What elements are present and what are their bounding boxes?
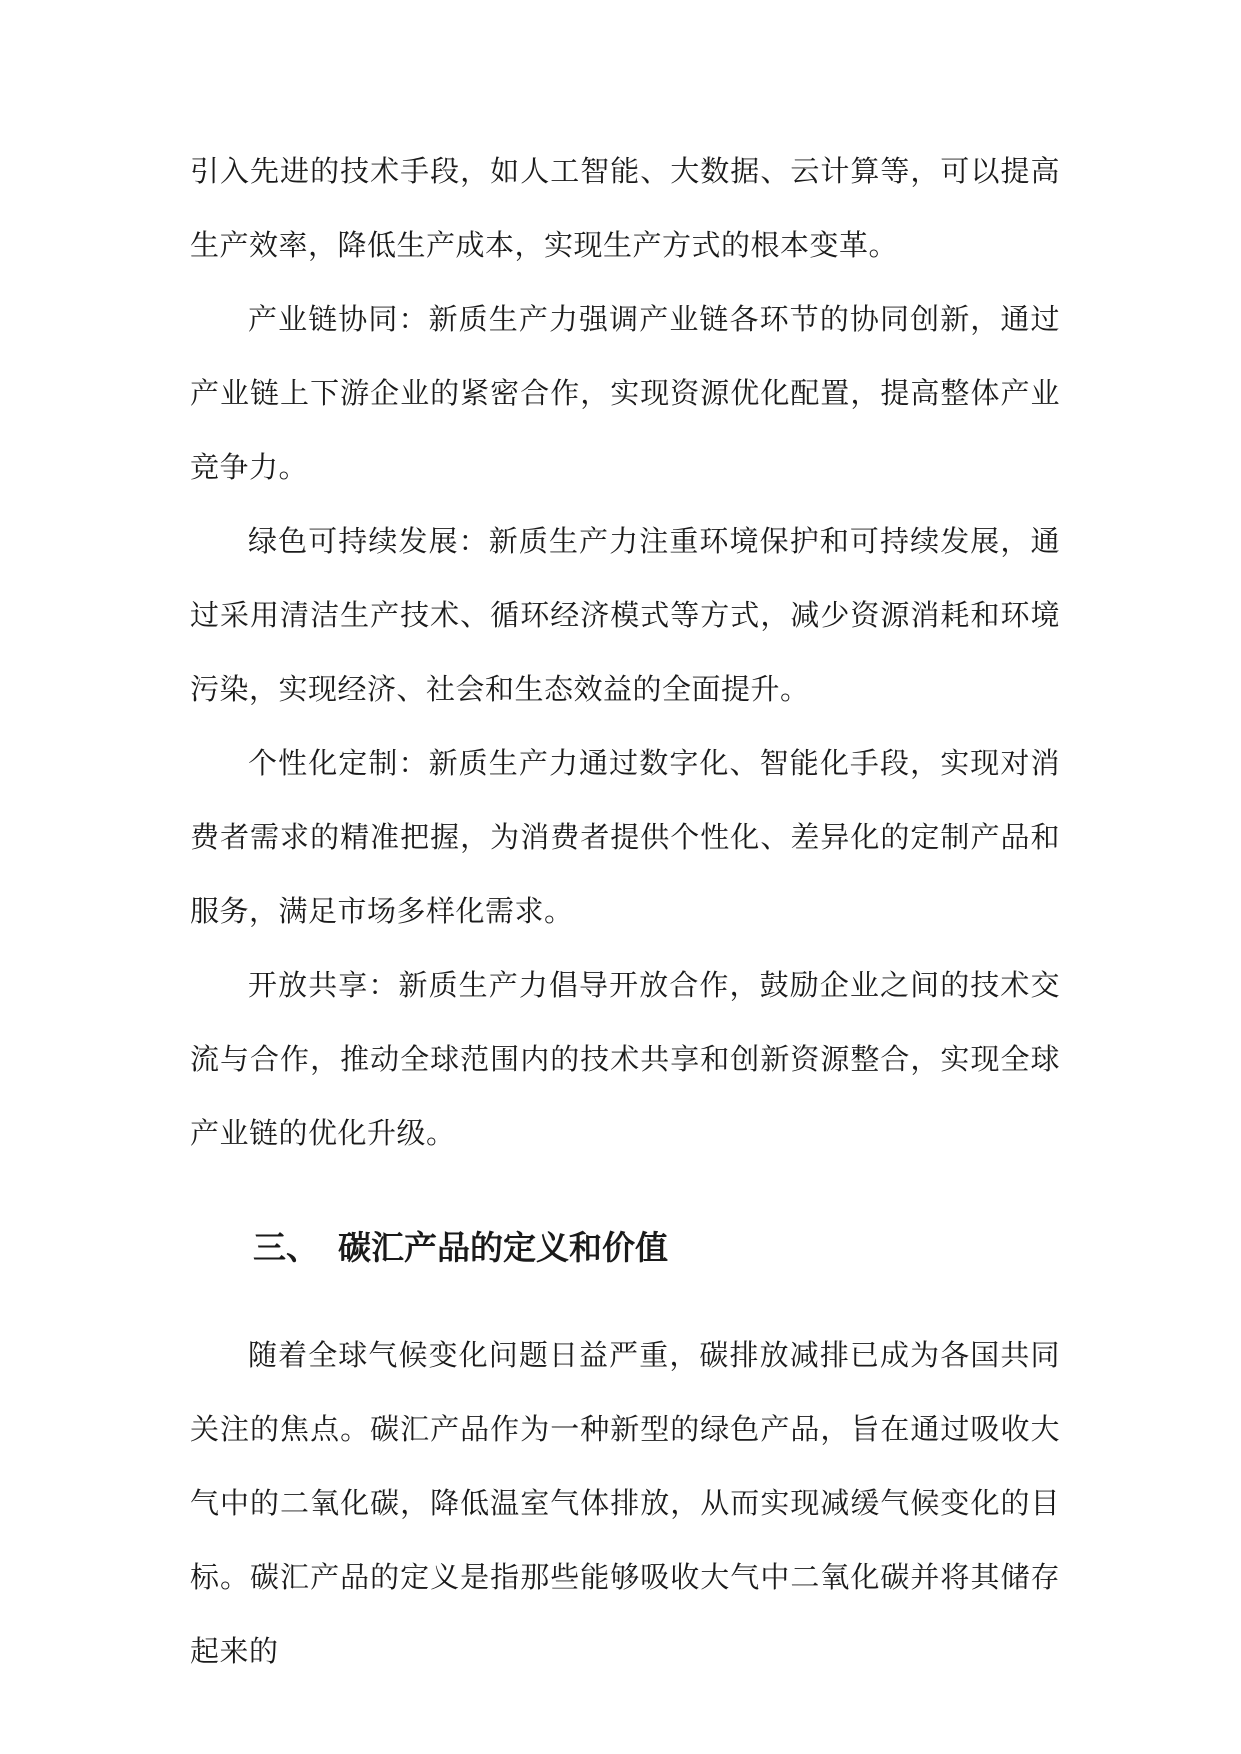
paragraph-industry-chain: 产业链协同：新质生产力强调产业链各环节的协同创新，通过产业链上下游企业的紧密合作，实现资源优化配置，提高整体产业竞争力。: [190, 302, 1060, 484]
section-number: 三、: [253, 1228, 319, 1267]
section-title: 碳汇产品的定义和价值: [338, 1228, 668, 1267]
paragraph-green-sustainable: 绿色可持续发展：新质生产力注重环境保护和可持续发展，通过采用清洁生产技术、循环经济模式等方式，减少资源消耗和环境污染，实现经济、社会和生态效益的全面提升。: [190, 524, 1060, 706]
paragraph-open-sharing: 开放共享：新质生产力倡导开放合作，鼓励企业之间的技术交流与合作，推动全球范围内的技术共享和创新资源整合，实现全球产业链的优化升级。: [190, 968, 1060, 1150]
paragraph-1: 引入先进的技术手段，如人工智能、大数据、云计算等，可以提高生产效率，降低生产成本，实现生产方式的根本变革。: [190, 154, 1060, 262]
paragraph-personalized: 个性化定制：新质生产力通过数字化、智能化手段，实现对消费者需求的精准把握，为消费者提供个性化、差异化的定制产品和服务，满足市场多样化需求。: [190, 746, 1060, 928]
paragraph-carbon-sink: 随着全球气候变化问题日益严重，碳排放减排已成为各国共同关注的焦点。碳汇产品作为一种新型的绿色产品，旨在通过吸收大气中的二氧化碳，降低温室气体排放，从而实现减缓气候变化的目标。碳汇产品的定义是指那些能够吸收大气中二氧化碳并将其储存起来的: [190, 1338, 1060, 1668]
section-heading: [253, 1228, 668, 1268]
